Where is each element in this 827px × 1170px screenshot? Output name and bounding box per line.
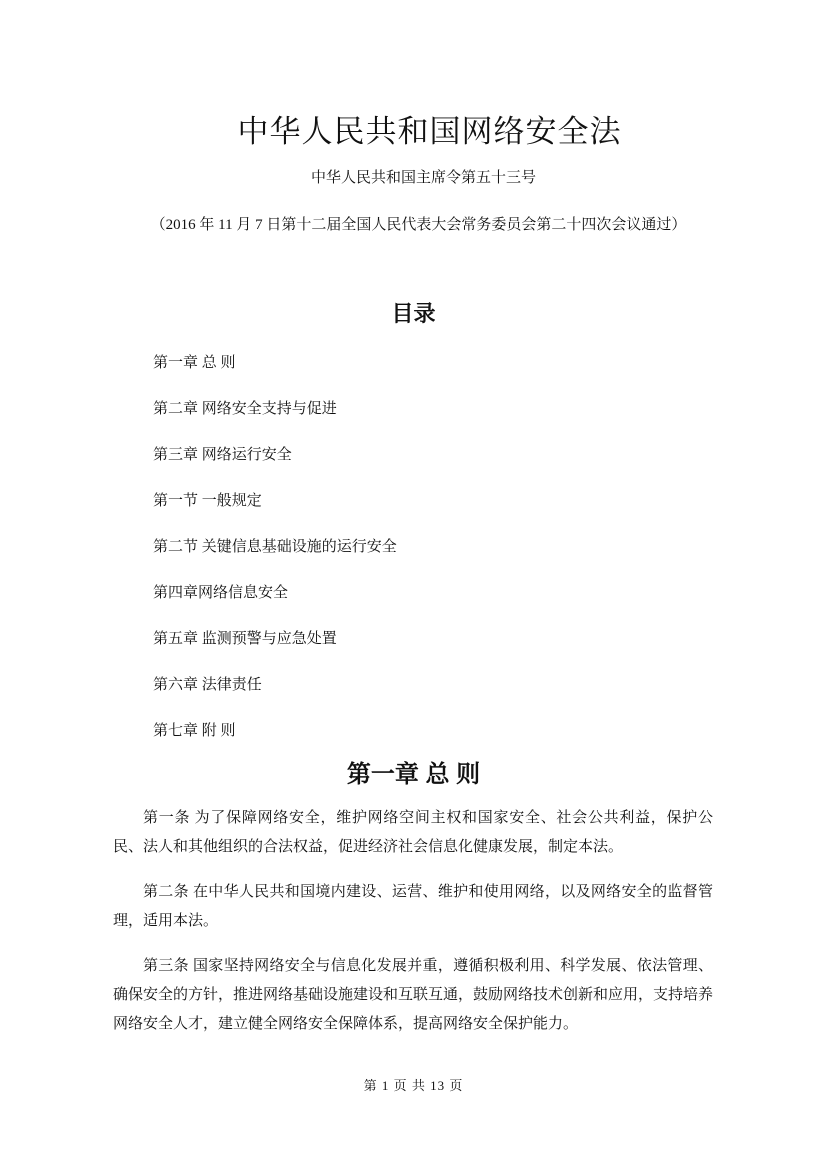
- enactment-note: （2016 年 11 月 7 日第十二届全国人民代表大会常务委员会第二十四次会议通过）: [150, 217, 687, 233]
- decree-subtitle: 中华人民共和国主席令第五十三号: [310, 170, 536, 186]
- chapter-heading: 第一章 总 则: [346, 761, 481, 788]
- document-title: 中华人民共和国网络安全法: [237, 114, 622, 150]
- toc-heading: 目录: [391, 301, 436, 326]
- page-number-footer: 第 1 页 共 13 页: [363, 1078, 464, 1093]
- toc-item-section1: 第一节 一般规定: [153, 493, 262, 509]
- toc-list: [153, 356, 713, 770]
- toc-item-chapter3: 第三章 网络运行安全: [153, 447, 292, 463]
- toc-item-chapter2: 第二章 网络安全支持与促进: [153, 401, 337, 417]
- toc-item-chapter5: 第五章 监测预警与应急处置: [153, 631, 337, 647]
- toc-item-section2: 第二节 关键信息基础设施的运行安全: [153, 539, 397, 555]
- toc-item-chapter6: 第六章 法律责任: [153, 677, 262, 693]
- toc-item-chapter4: 第四章网络信息安全: [153, 585, 289, 601]
- chapter-body: [113, 804, 713, 1055]
- body-paragraph-article2: 第二条 在中华人民共和国境内建设、运营、维护和使用网络，以及网络安全的监督管理，适用本法。: [113, 884, 713, 929]
- body-paragraph-article1: 第一条 为了保障网络安全，维护网络空间主权和国家安全、社会公共利益，保护公民、法人和其他组织的合法权益，促进经济社会信息化健康发展，制定本法。: [113, 810, 713, 855]
- toc-item-chapter1: 第一章 总 则: [153, 355, 236, 371]
- toc-item-chapter7: 第七章 附 则: [153, 723, 236, 739]
- body-paragraph-article3: 第三条 国家坚持网络安全与信息化发展并重，遵循积极利用、科学发展、依法管理、确保安全的方针，推进网络基础设施建设和互联互通，鼓励网络技术创新和应用，支持培养网络安全人才，建立健全网络安全保障体系，提高网络安全保护能力。: [113, 958, 714, 1032]
